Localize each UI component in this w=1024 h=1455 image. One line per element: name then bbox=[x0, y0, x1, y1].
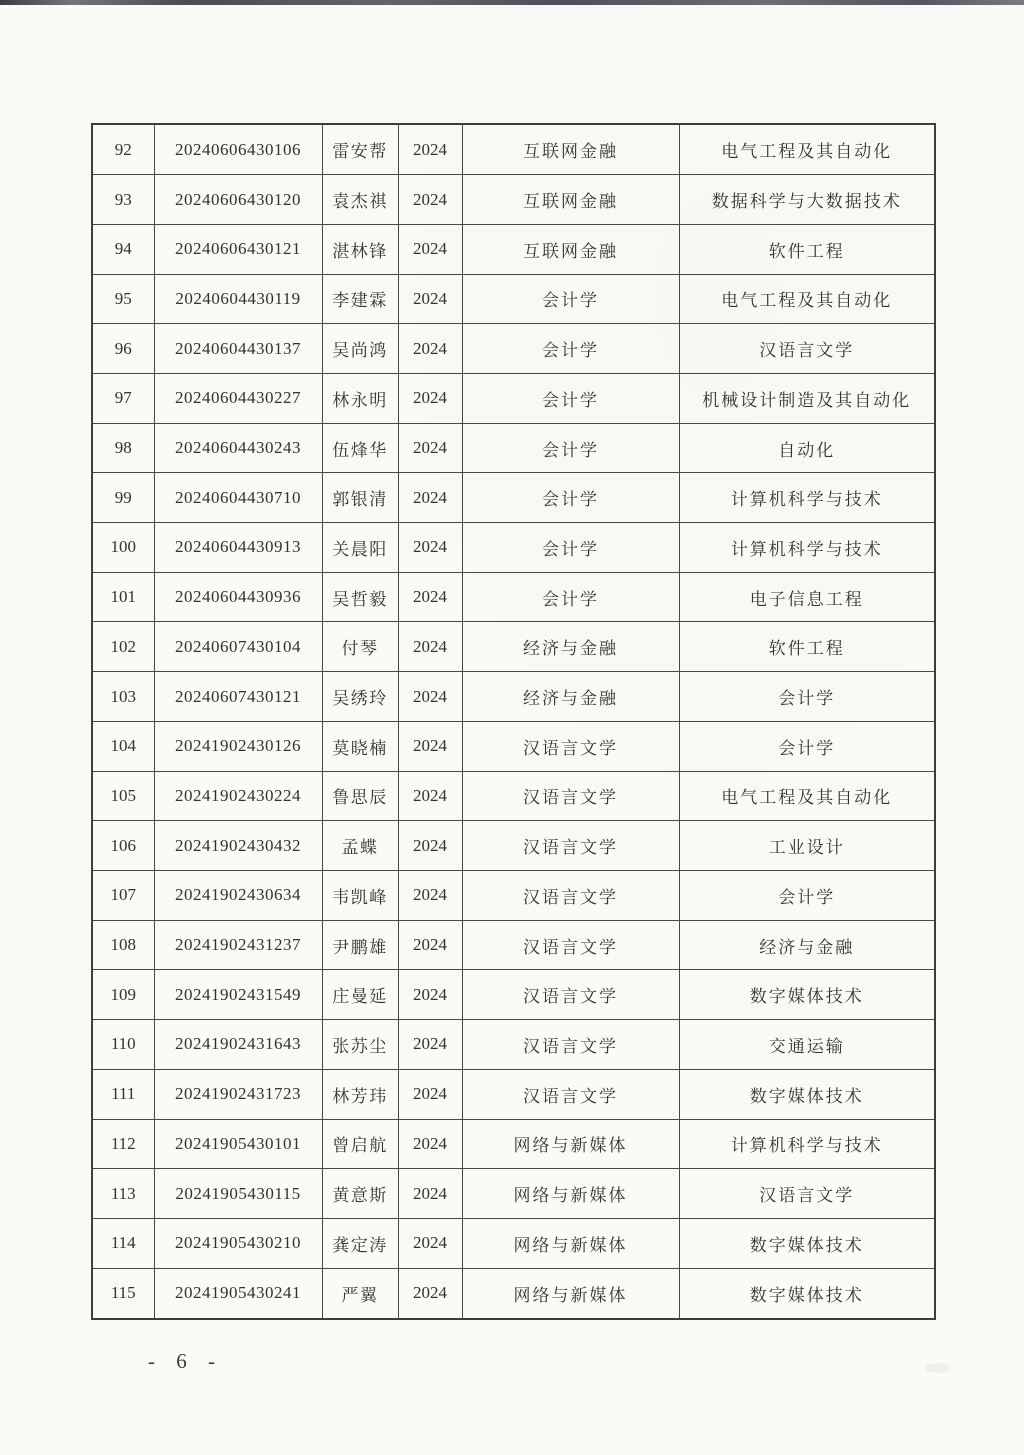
cell-student-id: 20241905430241 bbox=[154, 1268, 322, 1319]
cell-current-major: 会计学 bbox=[462, 572, 679, 622]
cell-target-major: 数字媒体技术 bbox=[679, 970, 935, 1020]
cell-grade: 2024 bbox=[398, 1119, 462, 1169]
cell-student-id: 20240607430121 bbox=[154, 672, 322, 722]
cell-target-major: 汉语言文学 bbox=[679, 324, 935, 374]
cell-grade: 2024 bbox=[398, 572, 462, 622]
cell-no: 105 bbox=[92, 771, 154, 821]
table-row bbox=[92, 523, 935, 573]
cell-name: 韦凯峰 bbox=[322, 871, 398, 921]
cell-current-major: 会计学 bbox=[462, 373, 679, 423]
table-row bbox=[92, 1268, 935, 1319]
cell-name: 郭银清 bbox=[322, 473, 398, 523]
cell-student-id: 20240607430104 bbox=[154, 622, 322, 672]
table-row bbox=[92, 1119, 935, 1169]
cell-name: 曾启航 bbox=[322, 1119, 398, 1169]
cell-grade: 2024 bbox=[398, 423, 462, 473]
table-row bbox=[92, 1069, 935, 1119]
cell-grade: 2024 bbox=[398, 473, 462, 523]
cell-grade: 2024 bbox=[398, 324, 462, 374]
table-row bbox=[92, 423, 935, 473]
cell-student-id: 20241902430224 bbox=[154, 771, 322, 821]
cell-current-major: 汉语言文学 bbox=[462, 771, 679, 821]
cell-grade: 2024 bbox=[398, 821, 462, 871]
cell-grade: 2024 bbox=[398, 920, 462, 970]
cell-target-major: 自动化 bbox=[679, 423, 935, 473]
table-row bbox=[92, 473, 935, 523]
cell-no: 97 bbox=[92, 373, 154, 423]
scan-smudge-artifact bbox=[925, 1363, 951, 1373]
cell-student-id: 20241902430432 bbox=[154, 821, 322, 871]
cell-current-major: 网络与新媒体 bbox=[462, 1169, 679, 1219]
table-row bbox=[92, 1169, 935, 1219]
cell-current-major: 互联网金融 bbox=[462, 224, 679, 274]
cell-current-major: 汉语言文学 bbox=[462, 920, 679, 970]
cell-current-major: 会计学 bbox=[462, 523, 679, 573]
cell-name: 尹鹏雄 bbox=[322, 920, 398, 970]
cell-current-major: 汉语言文学 bbox=[462, 1069, 679, 1119]
cell-grade: 2024 bbox=[398, 871, 462, 921]
table-row bbox=[92, 1020, 935, 1070]
cell-name: 雷安帮 bbox=[322, 124, 398, 175]
cell-target-major: 软件工程 bbox=[679, 622, 935, 672]
cell-no: 114 bbox=[92, 1218, 154, 1268]
cell-target-major: 计算机科学与技术 bbox=[679, 473, 935, 523]
cell-name: 湛林锋 bbox=[322, 224, 398, 274]
cell-grade: 2024 bbox=[398, 622, 462, 672]
cell-current-major: 会计学 bbox=[462, 324, 679, 374]
cell-target-major: 工业设计 bbox=[679, 821, 935, 871]
cell-current-major: 会计学 bbox=[462, 274, 679, 324]
cell-target-major: 电子信息工程 bbox=[679, 572, 935, 622]
cell-no: 100 bbox=[92, 523, 154, 573]
cell-student-id: 20240606430121 bbox=[154, 224, 322, 274]
table-row bbox=[92, 821, 935, 871]
table-row bbox=[92, 124, 935, 175]
table-row bbox=[92, 373, 935, 423]
cell-no: 92 bbox=[92, 124, 154, 175]
cell-target-major: 数字媒体技术 bbox=[679, 1069, 935, 1119]
cell-grade: 2024 bbox=[398, 124, 462, 175]
cell-student-id: 20241902431723 bbox=[154, 1069, 322, 1119]
cell-grade: 2024 bbox=[398, 1218, 462, 1268]
cell-student-id: 20240604430913 bbox=[154, 523, 322, 573]
cell-grade: 2024 bbox=[398, 175, 462, 225]
cell-student-id: 20240604430710 bbox=[154, 473, 322, 523]
cell-target-major: 计算机科学与技术 bbox=[679, 1119, 935, 1169]
table-row bbox=[92, 622, 935, 672]
cell-student-id: 20241902430634 bbox=[154, 871, 322, 921]
cell-no: 98 bbox=[92, 423, 154, 473]
cell-name: 鲁思辰 bbox=[322, 771, 398, 821]
student-table-body bbox=[92, 124, 935, 1319]
cell-student-id: 20241902430126 bbox=[154, 721, 322, 771]
cell-no: 112 bbox=[92, 1119, 154, 1169]
cell-grade: 2024 bbox=[398, 373, 462, 423]
cell-target-major: 汉语言文学 bbox=[679, 1169, 935, 1219]
table-row bbox=[92, 572, 935, 622]
cell-no: 94 bbox=[92, 224, 154, 274]
cell-target-major: 数字媒体技术 bbox=[679, 1268, 935, 1319]
cell-student-id: 20240604430137 bbox=[154, 324, 322, 374]
table-row bbox=[92, 672, 935, 722]
cell-no: 111 bbox=[92, 1069, 154, 1119]
cell-grade: 2024 bbox=[398, 1069, 462, 1119]
cell-no: 95 bbox=[92, 274, 154, 324]
cell-no: 106 bbox=[92, 821, 154, 871]
cell-target-major: 会计学 bbox=[679, 672, 935, 722]
cell-student-id: 20240604430119 bbox=[154, 274, 322, 324]
cell-current-major: 汉语言文学 bbox=[462, 1020, 679, 1070]
cell-target-major: 电气工程及其自动化 bbox=[679, 124, 935, 175]
cell-no: 104 bbox=[92, 721, 154, 771]
cell-student-id: 20240606430120 bbox=[154, 175, 322, 225]
cell-name: 黄意斯 bbox=[322, 1169, 398, 1219]
cell-name: 孟蝶 bbox=[322, 821, 398, 871]
cell-student-id: 20241902431237 bbox=[154, 920, 322, 970]
cell-name: 吴尚鸿 bbox=[322, 324, 398, 374]
cell-target-major: 软件工程 bbox=[679, 224, 935, 274]
table-row bbox=[92, 324, 935, 374]
cell-current-major: 汉语言文学 bbox=[462, 871, 679, 921]
cell-name: 林永明 bbox=[322, 373, 398, 423]
cell-name: 吴绣玲 bbox=[322, 672, 398, 722]
cell-current-major: 互联网金融 bbox=[462, 175, 679, 225]
cell-student-id: 20240604430243 bbox=[154, 423, 322, 473]
cell-no: 103 bbox=[92, 672, 154, 722]
student-major-transfer-table bbox=[91, 123, 936, 1320]
cell-current-major: 汉语言文学 bbox=[462, 721, 679, 771]
cell-current-major: 经济与金融 bbox=[462, 672, 679, 722]
cell-no: 99 bbox=[92, 473, 154, 523]
cell-no: 113 bbox=[92, 1169, 154, 1219]
cell-grade: 2024 bbox=[398, 224, 462, 274]
cell-no: 115 bbox=[92, 1268, 154, 1319]
cell-grade: 2024 bbox=[398, 1169, 462, 1219]
table-row bbox=[92, 871, 935, 921]
cell-current-major: 互联网金融 bbox=[462, 124, 679, 175]
cell-grade: 2024 bbox=[398, 970, 462, 1020]
cell-no: 107 bbox=[92, 871, 154, 921]
cell-name: 伍烽华 bbox=[322, 423, 398, 473]
cell-name: 关晨阳 bbox=[322, 523, 398, 573]
cell-student-id: 20241905430101 bbox=[154, 1119, 322, 1169]
cell-grade: 2024 bbox=[398, 523, 462, 573]
cell-grade: 2024 bbox=[398, 771, 462, 821]
cell-target-major: 会计学 bbox=[679, 721, 935, 771]
cell-name: 庄曼延 bbox=[322, 970, 398, 1020]
cell-name: 吴哲毅 bbox=[322, 572, 398, 622]
cell-name: 龚定涛 bbox=[322, 1218, 398, 1268]
cell-target-major: 电气工程及其自动化 bbox=[679, 274, 935, 324]
cell-name: 林芳玮 bbox=[322, 1069, 398, 1119]
cell-no: 109 bbox=[92, 970, 154, 1020]
table-row bbox=[92, 1218, 935, 1268]
cell-target-major: 交通运输 bbox=[679, 1020, 935, 1070]
cell-current-major: 经济与金融 bbox=[462, 622, 679, 672]
cell-current-major: 会计学 bbox=[462, 423, 679, 473]
cell-grade: 2024 bbox=[398, 1020, 462, 1070]
table-row bbox=[92, 920, 935, 970]
cell-current-major: 会计学 bbox=[462, 473, 679, 523]
cell-student-id: 20240606430106 bbox=[154, 124, 322, 175]
cell-student-id: 20241902431643 bbox=[154, 1020, 322, 1070]
table-row bbox=[92, 224, 935, 274]
cell-no: 96 bbox=[92, 324, 154, 374]
cell-target-major: 数字媒体技术 bbox=[679, 1218, 935, 1268]
cell-target-major: 数据科学与大数据技术 bbox=[679, 175, 935, 225]
cell-name: 严翼 bbox=[322, 1268, 398, 1319]
cell-no: 93 bbox=[92, 175, 154, 225]
cell-student-id: 20241902431549 bbox=[154, 970, 322, 1020]
cell-no: 102 bbox=[92, 622, 154, 672]
cell-target-major: 会计学 bbox=[679, 871, 935, 921]
cell-name: 李建霖 bbox=[322, 274, 398, 324]
table-row bbox=[92, 970, 935, 1020]
document-page bbox=[0, 5, 1024, 1455]
cell-target-major: 机械设计制造及其自动化 bbox=[679, 373, 935, 423]
cell-name: 莫晓楠 bbox=[322, 721, 398, 771]
cell-current-major: 汉语言文学 bbox=[462, 821, 679, 871]
page-number: - 6 - bbox=[148, 1349, 223, 1373]
cell-student-id: 20240604430227 bbox=[154, 373, 322, 423]
cell-target-major: 电气工程及其自动化 bbox=[679, 771, 935, 821]
cell-current-major: 网络与新媒体 bbox=[462, 1218, 679, 1268]
cell-grade: 2024 bbox=[398, 672, 462, 722]
cell-no: 108 bbox=[92, 920, 154, 970]
cell-target-major: 计算机科学与技术 bbox=[679, 523, 935, 573]
cell-target-major: 经济与金融 bbox=[679, 920, 935, 970]
table-row bbox=[92, 175, 935, 225]
cell-name: 张苏尘 bbox=[322, 1020, 398, 1070]
cell-current-major: 汉语言文学 bbox=[462, 970, 679, 1020]
cell-student-id: 20241905430210 bbox=[154, 1218, 322, 1268]
cell-current-major: 网络与新媒体 bbox=[462, 1119, 679, 1169]
table-row bbox=[92, 721, 935, 771]
cell-grade: 2024 bbox=[398, 1268, 462, 1319]
cell-name: 付琴 bbox=[322, 622, 398, 672]
cell-grade: 2024 bbox=[398, 274, 462, 324]
cell-no: 110 bbox=[92, 1020, 154, 1070]
cell-student-id: 20241905430115 bbox=[154, 1169, 322, 1219]
cell-no: 101 bbox=[92, 572, 154, 622]
cell-student-id: 20240604430936 bbox=[154, 572, 322, 622]
cell-current-major: 网络与新媒体 bbox=[462, 1268, 679, 1319]
table-row bbox=[92, 274, 935, 324]
cell-grade: 2024 bbox=[398, 721, 462, 771]
table-row bbox=[92, 771, 935, 821]
cell-name: 袁杰祺 bbox=[322, 175, 398, 225]
